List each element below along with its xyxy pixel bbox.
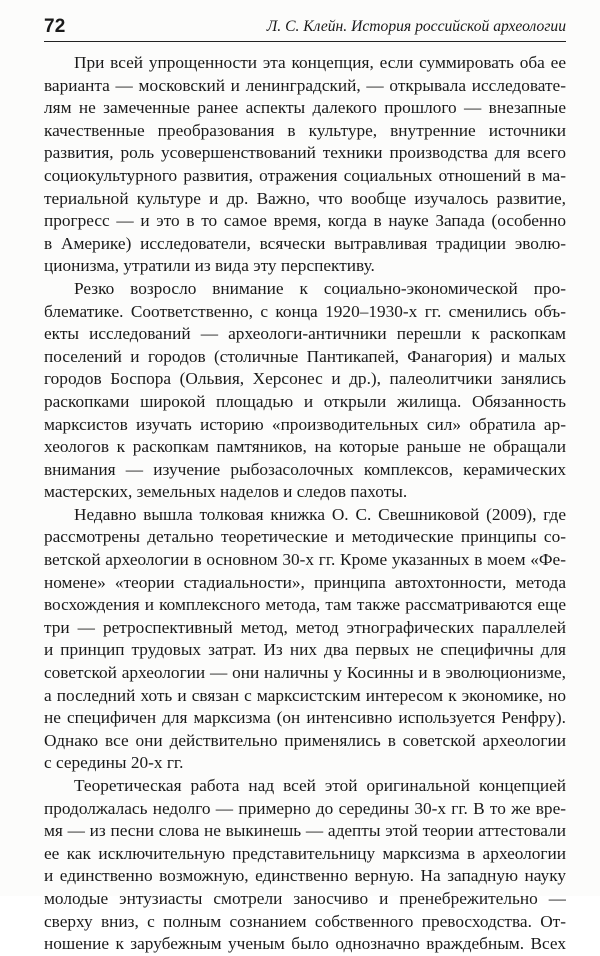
text-line: городов Боспора (Ольвия, Херсонес и др.), палеолитчики занялись — [44, 369, 566, 389]
text-line: в Америке) исследователи, всячески вытравливая традиции эволю- — [44, 233, 566, 253]
text-line: Теоретическая работа над всей этой оригинальной концепцией — [74, 776, 566, 795]
text-line: ее как исключительную представительницу марксизма в археологии — [44, 843, 566, 863]
paragraph — [44, 504, 566, 775]
text-line: и единственно возможную, единственно верную. На западную науку — [44, 866, 566, 886]
text-line: продолжалась недолго — примерно до середины 30-х гг. В то же вре- — [44, 798, 566, 818]
text-line: советской археологии — они наличны у Косинны и в эволюционизме, — [44, 663, 566, 683]
text-line: ветской археологии в основном 30-х гг. Кроме указанных в моем «Фе- — [44, 550, 566, 570]
text-line: Однако все они действительно применялись в советской археологии — [44, 730, 566, 750]
text-line: мастерских, земельных наделов и следов пахоты. — [44, 482, 408, 502]
text-line: три — ретроспективный метод, метод этнографических параллелей — [44, 617, 566, 637]
text-line: и принцип трудовых затрат. Из них два первых не специфичны для — [44, 640, 566, 660]
text-line: марксистов изучать историю «производительных сил» обратила ар- — [44, 414, 566, 434]
body-text — [44, 52, 566, 956]
text-line: внимания — изучение рыбозасолочных комплексов, керамических — [44, 459, 566, 479]
text-line: молодые энтузиасты смотрели заносчиво и пренебрежительно — — [44, 888, 566, 908]
text-line: лям не замеченные ранее аспекты далекого прошлого — внезапные — [44, 98, 566, 118]
text-line: екты исследований — археологи-античники перешли к раскопкам — [44, 324, 566, 344]
text-line: блематике. Соответственно, с конца 1920–1930-х гг. сменились объ- — [44, 301, 566, 321]
text-line: поселений и городов (столичные Пантикапей, Фанагория) и малых — [44, 346, 566, 366]
text-line: а последний хоть и связан с марксистским интересом к экономике, но — [44, 685, 566, 705]
text-line: Резко возросло внимание к социально-экономической про- — [74, 278, 566, 298]
text-line: Недавно вышла толковая книжка О. С. Свешниковой (2009), где — [74, 504, 566, 524]
text-line: не специфичен для марксизма (он интенсивно используется Ренфру). — [44, 708, 566, 728]
running-title: Л. С. Клейн. История российской археологии — [266, 18, 566, 35]
text-line: териальной культуре и др. Важно, что вообще изучалось развитие, — [44, 188, 566, 208]
page-number: 72 — [44, 16, 66, 37]
text-line: развития, роль усовершенствований техники производства для всего — [44, 143, 566, 163]
text-line: рассмотрены детально теоретические и методические принципы со- — [44, 527, 566, 547]
paragraph — [44, 775, 566, 956]
text-line: номене» «теории стадиальности», принципа автохтонности, метода — [44, 572, 566, 592]
text-line: ношение к зарубежным ученым было однозначно враждебным. Всех — [44, 934, 566, 954]
text-line: с середины 20-х гг. — [44, 753, 184, 773]
text-line: качественные преобразования в культуре, внутренние источники — [44, 120, 566, 140]
text-line: При всей упрощенности эта концепция, если суммировать оба ее — [74, 53, 566, 72]
page-header — [44, 13, 566, 42]
text-line: восхождения и комплексного метода, там также рассматриваются еще — [44, 595, 566, 615]
text-line: варианта — московский и ленинградский, — открывала исследовате- — [44, 75, 566, 95]
text-line: социокультурного развития, отражения социальных отношений в ма- — [44, 165, 566, 185]
text-line: хеологов к раскопкам памтяников, на которые раньше не обращали — [44, 437, 566, 457]
text-line: ционизма, утратили из вида эту перспективу. — [44, 256, 375, 276]
paragraph — [44, 278, 566, 504]
text-line: сверху вниз, с полным сознанием собственного превосходства. От- — [44, 911, 566, 931]
text-line: мя — из песни слова не выкинешь — адепты этой теории аттестовали — [44, 821, 566, 841]
paragraph — [44, 52, 566, 278]
text-line: раскопками широкой площадью и открыли жилища. Обязанность — [44, 391, 566, 411]
text-line: прогресс — и это в то самое время, когда в науке Запада (особенно — [44, 211, 566, 231]
